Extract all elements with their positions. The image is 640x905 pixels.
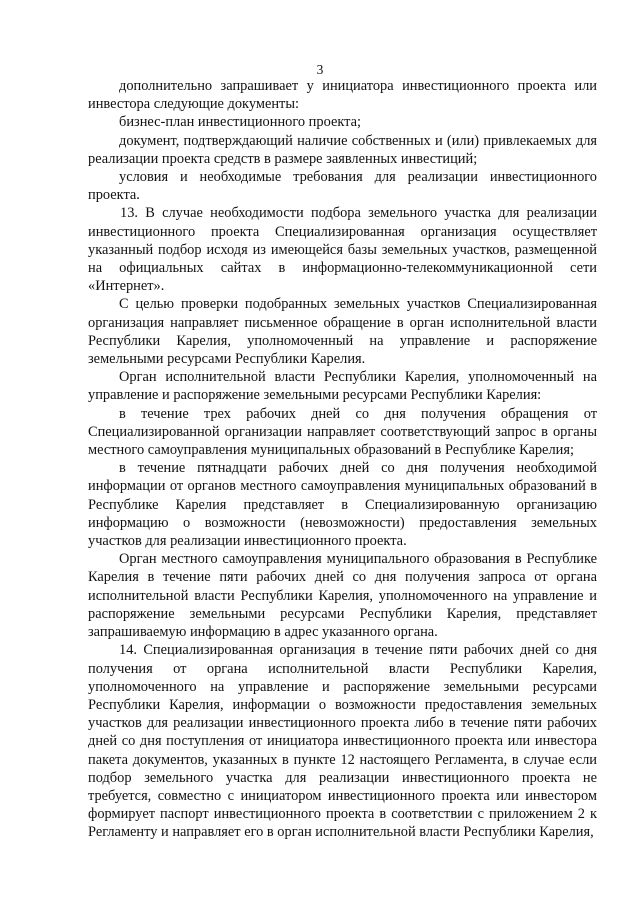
- paragraph: бизнес-план инвестиционного проекта;: [119, 114, 361, 131]
- paragraph: С целью проверки подобранных земельных участков Специализированная организация направляет письменное обращение в орган исполнительной власти Республики Карелия, уполномоченный на управление и распоряжение земельными ресурсами Республики Карелия.: [88, 296, 597, 368]
- paragraph: Орган местного самоуправления муниципального образования в Республике Карелия в течение пяти рабочих дней со дня получения запроса от органа исполнительной власти Республики Карелия, уполномоченного на управление и распоряжение земельными ресурсами Республики Карелия, представляет запрашиваемую информацию в адрес указанного органа.: [88, 551, 597, 641]
- paragraph: дополнительно запрашивает у инициатора инвестиционного проекта или инвестора следующие документы:: [88, 78, 597, 113]
- paragraph: документ, подтверждающий наличие собственных и (или) привлекаемых для реализации проекта средств в размере заявленных инвестиций;: [88, 132, 597, 167]
- paragraph: 14. Специализированная организация в течение пяти рабочих дней со дня получения от органа исполнительной власти Республики Карелия, уполномоченного на управление и распоряжение земельными ресурсами Республики Карелия, информации о возможности предоставления земельных участков для реализации инвестиционного проекта либо в течение пяти рабочих дней со дня поступления от инициатора инвестиционного проекта или инвестора пакета документов, указанных в пункте 12 настоящего Регламента, в случае если подбор земельного участка для реализации инвестиционного проекта не требуется, совместно с инициатором инвестиционного проекта или инвестором формирует паспорт инвестиционного проекта в соответствии с приложением 2 к Регламенту и направляет его в орган исполнительной власти Республики Карелия,: [88, 642, 597, 841]
- paragraph: 13. В случае необходимости подбора земельного участка для реализации инвестиционного проекта Специализированная организация осуществляет указанный подбор исходя из имеющейся базы земельных участков, размещенной на официальных сайтах в информационно-телекоммуникационной сети «Интернет».: [88, 205, 597, 295]
- paragraph: Орган исполнительной власти Республики Карелия, уполномоченный на управление и распоряжение земельными ресурсами Республики Карелия:: [88, 369, 597, 404]
- document-body: [88, 77, 597, 842]
- paragraph: в течение пятнадцати рабочих дней со дня получения необходимой информации от органов местного самоуправления муниципальных образований в Республике Карелия представляет в Специализированную организацию информацию о возможности (невозможности) предоставления земельных участков для реализации инвестиционного проекта.: [88, 460, 597, 550]
- page-number: 3: [316, 62, 324, 77]
- paragraph: условия и необходимые требования для реализации инвестиционного проекта.: [88, 169, 597, 204]
- paragraph: в течение трех рабочих дней со дня получения обращения от Специализированной организации направляет соответствующий запрос в органы местного самоуправления муниципальных образований в Республике Карелия;: [88, 405, 597, 459]
